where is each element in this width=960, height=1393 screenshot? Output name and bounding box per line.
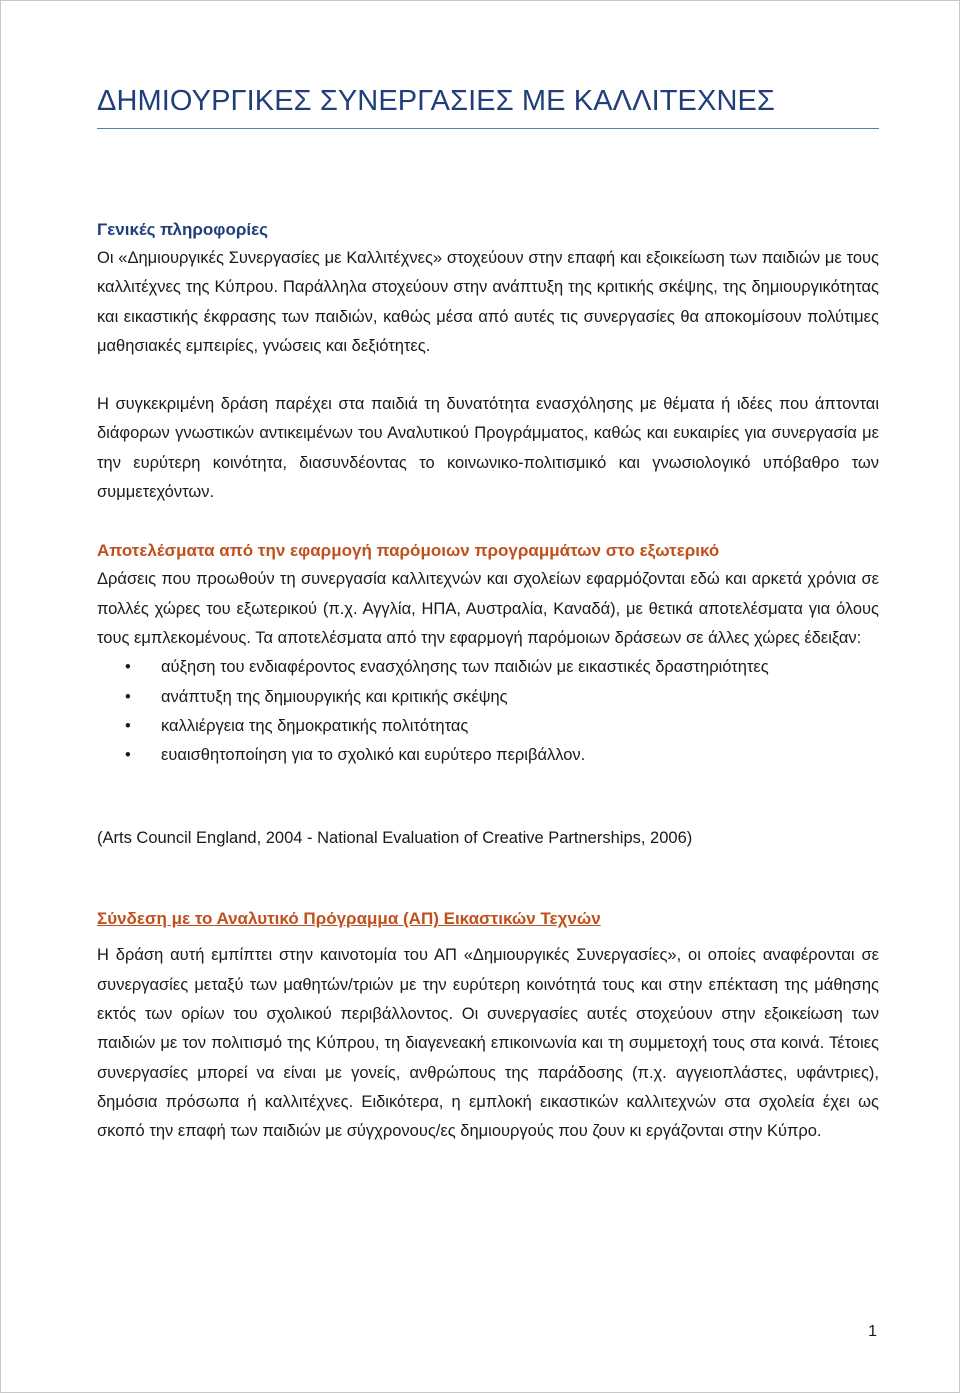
section-heading-general: Γενικές πληροφορίες — [97, 220, 268, 239]
list-item-text: αύξηση του ενδιαφέροντος ενασχόλησης των παιδιών με εικαστικές δραστηριότητες — [161, 658, 769, 677]
list-item-text: ανάπτυξη της δημιουργικής και κριτικής σκέψης — [161, 687, 508, 706]
general-paragraph-2: Η συγκεκριμένη δράση παρέχει στα παιδιά τη δυνατότητα ενασχόλησης με θέματα ή ιδέες που άπτονται διάφορων γνωστικών αντικειμένων του Αναλυτικού Προγράμματος, καθώς και ευκαιρίες για συνεργασία με την ευρύτερη κοινότητα, διασυνδέοντας το κοινωνικο-πολιτισμικό και γνωσιολογικό υπόβαθρο των συμμετεχόντων. — [97, 395, 879, 502]
section-heading-curriculum: Σύνδεση με το Αναλυτικό Πρόγραμμα (ΑΠ) Εικαστικών Τεχνών — [97, 909, 601, 929]
spacer — [97, 853, 879, 904]
page-number: 1 — [868, 1323, 877, 1340]
spacer — [97, 933, 879, 941]
section-heading-results: Αποτελέσματα από την εφαρμογή παρόμοιων προγραμμάτων στο εξωτερικό — [97, 541, 720, 561]
list-item-text: ευαισθητοποίηση για το σχολικό και ευρύτερο περιβάλλον. — [161, 746, 586, 765]
spacer — [97, 129, 879, 215]
bullet-icon: • — [125, 746, 131, 765]
results-paragraph: Δράσεις που προωθούν τη συνεργασία καλλιτεχνών και σχολείων εφαρμόζονται εδώ και αρκετά χρόνια σε πολλές χώρες του εξωτερικού (π.χ. Αγγλία, ΗΠΑ, Αυστραλία, Καναδά), με θετικά αποτελέσματα για όλους τους εμπλεκομένους. Τα αποτελέσματα από την εφαρμογή παρόμοιων δράσεων σε άλλες χώρες έδειξαν: — [97, 570, 879, 647]
list-item — [97, 741, 879, 770]
spacer — [97, 770, 879, 824]
spacer — [97, 507, 879, 536]
list-item — [97, 653, 879, 682]
general-paragraph-1: Οι «Δημιουργικές Συνεργασίες με Καλλιτέχνες» στοχεύουν στην επαφή και εξοικείωση των παιδιών με τους καλλιτέχνες της Κύπρου. Παράλληλα στοχεύουν στην ανάπτυξη της κριτικής σκέψης, της δημιουργικότητας και εικαστικής έκφρασης των παιδιών, καθώς μέσα από αυτές τις συνεργασίες θα αποκομίσουν πολύτιμες μαθησιακές εμπειρίες, γνώσεις και δεξιότητες. — [97, 249, 879, 355]
page-content — [97, 85, 879, 1147]
curriculum-paragraph: Η δράση αυτή εμπίπτει στην καινοτομία του ΑΠ «Δημιουργικές Συνεργασίες», οι οποίες αναφέρονται σε συνεργασίες μεταξύ των μαθητών/τριών με την ευρύτερη κοινότητά τους και στην επέκταση της μάθησης εκτός των ορίων του σχολικού περιβάλλοντος. Οι συνεργασίες αυτές στοχεύουν στην εξοικείωση των παιδιών με τον πολιτισμό της Κύπρου, τη διαγενεακή επικοινωνία και τη συμμετοχή τους στα κοινά. Τέτοιες συνεργασίες μπορεί να είναι με γονείς, ανθρώπους της παράδοσης (π.χ. αγγειοπλάστες, υφάντριες), δημόσια πρόσωπα ή καλλιτέχνες. Ειδικότερα, η εμπλοκή εικαστικών καλλιτεχνών στα σχολεία έχει ως σκοπό την επαφή των παιδιών με σύγχρονους/ες δημιουργούς που ζουν κι εργάζονται στην Κύπρο. — [97, 946, 879, 1141]
results-bullet-list — [97, 653, 879, 770]
bullet-icon: • — [125, 716, 131, 735]
bullet-icon: • — [125, 658, 131, 677]
list-item — [97, 712, 879, 741]
bullet-icon: • — [125, 687, 131, 706]
citation: (Arts Council England, 2004 - National Evaluation of Creative Partnerships, 2006) — [97, 829, 693, 848]
spacer — [97, 361, 879, 390]
list-item — [97, 683, 879, 712]
list-item-text: καλλιέργεια της δημοκρατικής πολιτότητας — [161, 716, 469, 735]
page-title: ΔΗΜΙΟΥΡΓΙΚΕΣ ΣΥΝΕΡΓΑΣΙΕΣ ΜΕ ΚΑΛΛΙΤΕΧΝΕΣ — [97, 85, 879, 129]
